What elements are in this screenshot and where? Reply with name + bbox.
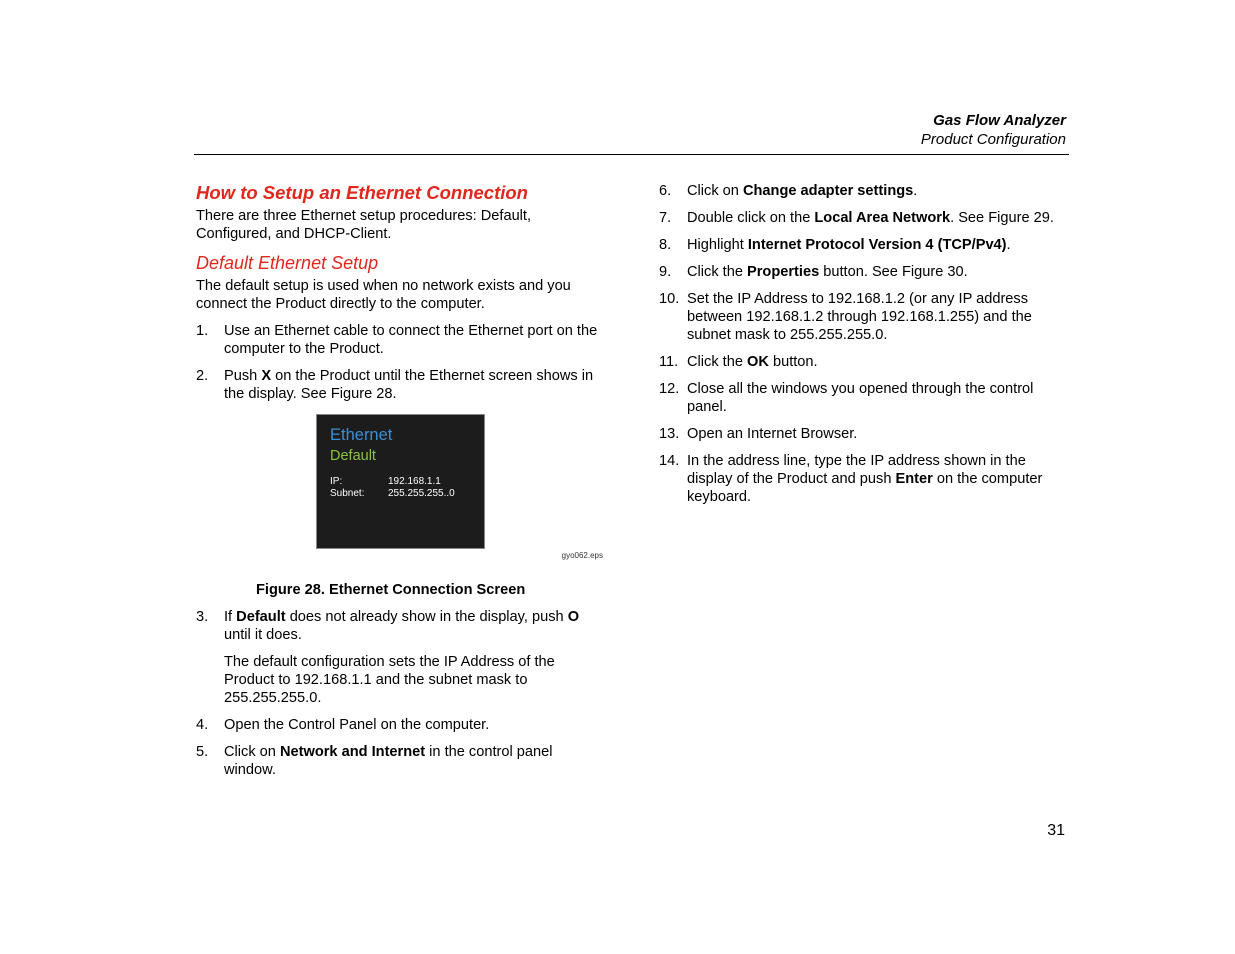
step-text: Open an Internet Browser. <box>687 426 858 442</box>
step-text: Close all the windows you opened through the control panel. <box>687 381 1034 415</box>
step-text: button. See Figure 30. <box>819 264 968 280</box>
step-text: Click on <box>224 744 280 760</box>
subsection-title: Default Ethernet Setup <box>196 253 379 273</box>
screen-mode: Default <box>330 448 376 464</box>
step-3-note: The default configuration sets the IP Address of the Product to 192.168.1.1 and the subnet mask to 255.255.255.0. <box>224 654 555 706</box>
step-14 <box>659 452 1064 506</box>
step-text: In the address line, type the IP address shown in the display of the Product and push <box>687 453 1026 487</box>
step-text: . See Figure 29. <box>950 210 1054 226</box>
section-title: How to Setup an Ethernet Connection <box>196 182 528 203</box>
step-text: on the computer keyboard. <box>687 471 1043 505</box>
step-text: button. <box>768 354 818 370</box>
step-number: 1. <box>196 323 209 339</box>
step-bold: Local Area Network <box>814 210 951 226</box>
step-text: Click the <box>687 264 748 280</box>
step-4 <box>196 716 606 734</box>
step-number: 7. <box>659 210 672 226</box>
step-1 <box>196 322 606 358</box>
step-number: 4. <box>196 717 209 733</box>
step-10 <box>659 290 1064 344</box>
section-intro: There are three Ethernet setup procedures: Default, Configured, and DHCP-Client. <box>196 208 532 242</box>
step-text: If <box>224 609 237 625</box>
step-number: 3. <box>196 609 209 625</box>
ethernet-screen <box>316 414 485 549</box>
step-number: 14. <box>659 453 680 469</box>
step-text: Use an Ethernet cable to connect the Ethernet port on the computer to the Product. <box>224 323 598 357</box>
step-12 <box>659 380 1064 416</box>
ip-value: 192.168.1.1 <box>388 476 441 487</box>
header-subtitle: Product Configuration <box>920 131 1066 148</box>
figure-28 <box>196 414 606 578</box>
left-column <box>196 182 606 779</box>
screen-title: Ethernet <box>330 426 393 444</box>
step-number: 10. <box>659 291 680 307</box>
step-text: . <box>913 183 918 199</box>
subnet-label: Subnet: <box>330 488 365 499</box>
step-bold: X <box>261 368 272 384</box>
step-text: Open the Control Panel on the computer. <box>224 717 490 733</box>
step-6 <box>659 182 1064 200</box>
step-number: 13. <box>659 426 680 442</box>
subnet-value: 255.255.255..0 <box>388 488 455 499</box>
step-text: on the Product until the Ethernet screen shows in the display. See Figure 28. <box>224 368 594 402</box>
header-rule <box>194 154 1069 155</box>
step-text: until it does. <box>224 627 302 643</box>
right-column <box>659 182 1064 506</box>
step-number: 11. <box>659 354 679 370</box>
step-13 <box>659 425 1064 443</box>
step-7 <box>659 209 1064 227</box>
ip-label: IP: <box>330 476 343 487</box>
step-text: does not already show in the display, push <box>285 609 568 625</box>
step-number: 6. <box>659 183 672 199</box>
step-bold: Enter <box>895 471 933 487</box>
step-bold: OK <box>747 354 769 370</box>
step-2 <box>196 367 606 403</box>
step-text: Push <box>224 368 262 384</box>
step-text: Double click on the <box>687 210 815 226</box>
step-text: Click on <box>687 183 743 199</box>
step-text: Set the IP Address to 192.168.1.2 (or any IP address between 192.168.1.2 through 192.168.1.255) and the subnet mask to 255.255.255.0. <box>687 291 1032 343</box>
header-title: Gas Flow Analyzer <box>933 112 1066 129</box>
figure-caption: Figure 28. Ethernet Connection Screen <box>256 582 526 598</box>
step-9 <box>659 263 1064 281</box>
step-number: 2. <box>196 368 209 384</box>
step-bold: Network and Internet <box>279 744 426 760</box>
step-text: Highlight <box>687 237 748 253</box>
subsection-intro: The default setup is used when no network exists and you connect the Product directly to the computer. <box>196 278 571 312</box>
figure-file-ref: gyo062.eps <box>561 551 603 560</box>
step-8 <box>659 236 1064 254</box>
step-bold: Change adapter settings <box>742 183 914 199</box>
page-number: 31 <box>1047 822 1065 839</box>
step-bold: O <box>567 609 580 625</box>
step-bold: Properties <box>747 264 820 280</box>
step-11 <box>659 353 1064 371</box>
step-text: Click the <box>687 354 748 370</box>
step-bold: Internet Protocol Version 4 (TCP/Pv4) <box>747 237 1007 253</box>
step-number: 5. <box>196 744 209 760</box>
step-5 <box>196 743 606 779</box>
step-number: 12. <box>659 381 680 397</box>
step-3 <box>196 608 606 644</box>
step-number: 9. <box>659 264 672 280</box>
screen-subnet-row <box>330 488 455 500</box>
step-text: . <box>1006 237 1011 253</box>
step-text: in the control panel window. <box>224 744 553 778</box>
step-number: 8. <box>659 237 672 253</box>
step-bold: Default <box>236 609 286 625</box>
screen-ip-row <box>330 476 441 488</box>
